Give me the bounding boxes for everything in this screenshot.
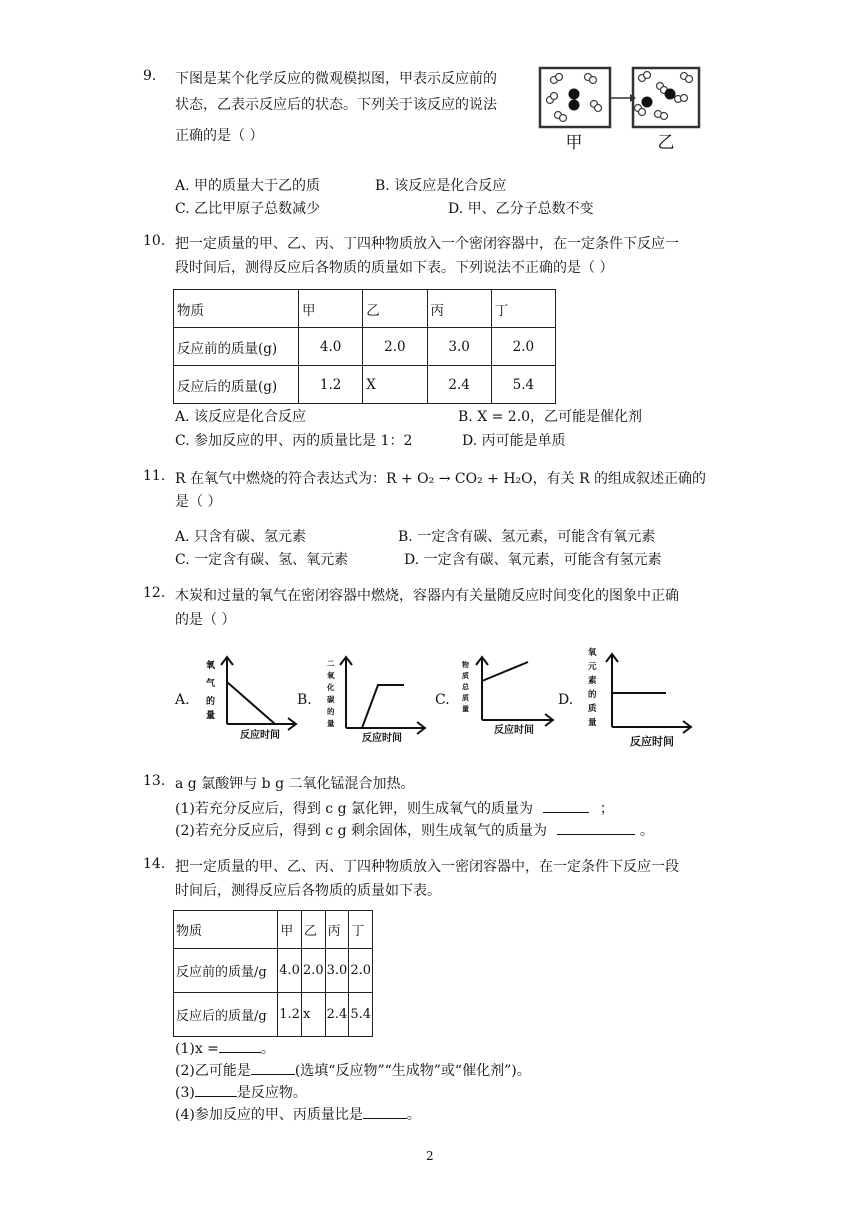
- q10-cell-2-1: 1.2: [299, 366, 363, 404]
- q14-sub1-text: (1)x =: [175, 1041, 219, 1057]
- q10-text-line-2: 段时间后，测得反应后各物质的质量如下表。下列说法不正确的是（ ）: [175, 260, 614, 276]
- q12-graph-b-xlabel: 反应时间: [362, 733, 402, 744]
- q9-option-a: A. 甲的质量大于乙的质: [175, 178, 321, 194]
- q12-graph-a-ylabel-2: 气: [206, 679, 216, 689]
- q9-text-line-3: 正确的是（ ）: [175, 128, 264, 144]
- q14-sub3-end: 是反应物。: [236, 1085, 307, 1101]
- q13-sub2-end: 。: [639, 823, 654, 839]
- q14-sub2-end: (选填“反应物”“生成物”或“催化剂”)。: [294, 1063, 531, 1079]
- q14-cell-2-3: 2.4: [325, 993, 349, 1037]
- q12-graph-d-ylabel-4: 的: [588, 690, 597, 700]
- q12-graph-d: [582, 645, 696, 749]
- q14-subquestion-2: [175, 1060, 531, 1080]
- q14-sub3-text: (3): [175, 1085, 195, 1101]
- q10-cell-0-3: 丙: [427, 290, 491, 328]
- q14-cell-1-2: 2.0: [301, 949, 325, 993]
- q14-mass-table: [173, 910, 373, 1037]
- q12-graph-d-ylabel-2: 元: [588, 662, 597, 672]
- q12-graph-b-ylabel-1: 二: [327, 659, 335, 668]
- q10-cell-2-0: 反应后的质量(g): [174, 366, 299, 404]
- q14-cell-2-1: 1.2: [278, 993, 302, 1037]
- q14-number: 14.: [143, 856, 166, 872]
- q12-graph-d-xlabel: 反应时间: [630, 735, 674, 748]
- q10-option-a: A. 该反应是化合反应: [175, 409, 307, 425]
- q12-graph-c-ylabel-1: 物: [462, 661, 469, 669]
- q12-option-c-letter: C.: [435, 692, 450, 708]
- q12-graph-c-ylabel-3: 总: [462, 683, 469, 691]
- q13-number: 13.: [143, 773, 166, 789]
- q14-cell-2-4: 5.4: [349, 993, 373, 1037]
- q12-graph-b-ylabel-6: 量: [327, 719, 335, 728]
- q12-graph-a-xlabel: 反应时间: [240, 730, 280, 741]
- q9-text-line-2: 状态，乙表示反应后的状态。下列关于该反应的说法: [175, 97, 497, 113]
- q9-label-yi: 乙: [657, 133, 675, 153]
- q12-graph-c: [458, 652, 558, 738]
- q14-cell-0-3: 丙: [325, 911, 349, 949]
- q11-text-line-1: R 在氧气中燃烧的符合表达式为：R + O₂ → CO₂ + H₂O，有关 R 的组成叙述正确的: [175, 471, 707, 487]
- q12-graph-a: [200, 652, 300, 742]
- q14-sub4-end: 。: [406, 1107, 421, 1123]
- q9-option-c: C. 乙比甲原子总数减少: [175, 201, 321, 217]
- q10-cell-1-2: 2.0: [363, 328, 427, 366]
- q9-option-d: D. 甲、乙分子总数不变: [448, 201, 594, 217]
- q10-cell-1-1: 4.0: [299, 328, 363, 366]
- q10-cell-2-2: X: [363, 366, 427, 404]
- q12-text-line-1: 木炭和过量的氧气在密闭容器中燃烧，容器内有关量随反应时间变化的图象中正确: [175, 588, 679, 604]
- q11-text-line-2: 是（ ）: [175, 494, 222, 510]
- q12-graph-b-ylabel-4: 碳: [327, 695, 335, 704]
- q10-cell-1-4: 2.0: [491, 328, 555, 366]
- q12-number: 12.: [143, 585, 166, 601]
- q14-sub4-answer-blank[interactable]: [363, 1105, 407, 1119]
- q11-number: 11.: [143, 468, 166, 484]
- q12-graph-a-ylabel-1: 氧: [206, 661, 216, 671]
- q10-option-d: D. 丙可能是单质: [462, 433, 566, 449]
- q14-subquestion-1: [175, 1038, 275, 1058]
- q10-cell-0-4: 丁: [491, 290, 555, 328]
- q13-subquestion-1: [175, 798, 614, 818]
- q11-option-c: C. 一定含有碳、氢、氧元素: [175, 552, 349, 568]
- q12-text-line-2: 的是（ ）: [175, 612, 236, 628]
- q14-cell-0-2: 乙: [301, 911, 325, 949]
- q12-graph-c-ylabel-5: 量: [462, 705, 469, 713]
- q12-option-b-letter: B.: [297, 692, 312, 708]
- q12-graph-d-ylabel-3: 素: [588, 676, 597, 686]
- q12-graph-c-xlabel: 反应时间: [494, 725, 534, 736]
- q10-cell-0-1: 甲: [299, 290, 363, 328]
- q10-cell-1-0: 反应前的质量(g): [174, 328, 299, 366]
- q10-cell-2-4: 5.4: [491, 366, 555, 404]
- q13-text-line-1: a g 氯酸钾与 b g 二氧化锰混合加热。: [175, 776, 415, 792]
- q10-mass-table: [173, 289, 556, 404]
- q10-option-b: B. X = 2.0，乙可能是催化剂: [458, 409, 643, 425]
- q14-cell-0-4: 丁: [349, 911, 373, 949]
- q14-cell-2-0: 反应后的质量/g: [174, 993, 278, 1037]
- q9-option-b: B. 该反应是化合反应: [375, 178, 507, 194]
- q12-graph-c-ylabel-4: 质: [462, 694, 469, 702]
- q12-graph-b-ylabel-3: 化: [327, 683, 335, 692]
- q14-sub1-end: 。: [260, 1041, 275, 1057]
- q10-cell-0-0: 物质: [174, 290, 299, 328]
- q12-graph-b-ylabel-2: 氧: [327, 671, 335, 680]
- q14-subquestion-3: [175, 1082, 307, 1102]
- q12-option-a-letter: A.: [175, 692, 190, 708]
- q10-option-c: C. 参加反应的甲、丙的质量比是 1：2: [175, 433, 413, 449]
- q12-graph-d-ylabel-5: 质: [588, 704, 597, 714]
- q14-sub1-answer-blank[interactable]: [219, 1039, 261, 1053]
- q14-sub3-answer-blank[interactable]: [195, 1083, 237, 1097]
- q14-cell-0-1: 甲: [278, 911, 302, 949]
- q11-option-b: B. 一定含有碳、氢元素，可能含有氧元素: [398, 529, 656, 545]
- q14-cell-1-1: 4.0: [278, 949, 302, 993]
- q10-cell-1-3: 3.0: [427, 328, 491, 366]
- q14-sub2-answer-blank[interactable]: [251, 1061, 295, 1075]
- q9-number: 9.: [143, 68, 157, 84]
- q13-sub2-answer-blank[interactable]: [557, 821, 635, 835]
- q14-cell-1-0: 反应前的质量/g: [174, 949, 278, 993]
- q14-cell-1-3: 3.0: [325, 949, 349, 993]
- q12-graph-b-ylabel-5: 的: [327, 707, 335, 716]
- q9-label-jia: 甲: [565, 133, 583, 153]
- q14-cell-0-0: 物质: [174, 911, 278, 949]
- q14-cell-2-2: x: [301, 993, 325, 1037]
- q10-cell-2-3: 2.4: [427, 366, 491, 404]
- q12-option-d-letter: D.: [558, 692, 574, 708]
- q10-number: 10.: [143, 233, 166, 249]
- q11-option-a: A. 只含有碳、氢元素: [175, 529, 307, 545]
- q13-sub2-text: (2)若充分反应后，得到 c g 剩余固体，则生成氧气的质量为: [175, 823, 547, 839]
- q12-graph-a-ylabel-4: 量: [206, 711, 216, 721]
- q11-option-d: D. 一定含有碳、氧元素，可能含有氢元素: [404, 552, 662, 568]
- q13-sub1-end: ；: [599, 801, 614, 817]
- q14-sub2-text: (2)乙可能是: [175, 1063, 251, 1079]
- q9-molecule-figure: [538, 64, 704, 154]
- q10-text-line-1: 把一定质量的甲、乙、丙、丁四种物质放入一个密闭容器中，在一定条件下反应一: [175, 236, 679, 252]
- q14-subquestion-4: [175, 1104, 421, 1124]
- q14-sub4-text: (4)参加反应的甲、丙质量比是: [175, 1107, 363, 1123]
- page-number: 2: [426, 1149, 434, 1163]
- q12-graph-d-ylabel-1: 氧: [588, 648, 597, 658]
- q13-sub1-text: (1)若充分反应后，得到 c g 氯化钾，则生成氧气的质量为: [175, 801, 533, 817]
- q12-graph-a-ylabel-3: 的: [206, 697, 216, 707]
- q10-cell-0-2: 乙: [363, 290, 427, 328]
- q14-cell-1-4: 2.0: [349, 949, 373, 993]
- q12-graph-c-ylabel-2: 质: [462, 672, 469, 680]
- q13-subquestion-2: [175, 820, 654, 840]
- q12-graph-d-ylabel-6: 量: [588, 718, 597, 728]
- q13-sub1-answer-blank[interactable]: [543, 799, 589, 813]
- q14-text-line-1: 把一定质量的甲、乙、丙、丁四种物质放入一密闭容器中，在一定条件下反应一段: [175, 859, 679, 875]
- q9-text-line-1: 下图是某个化学反应的微观模拟图，甲表示反应前的: [175, 71, 497, 87]
- q12-graph-b: [322, 652, 432, 744]
- q14-text-line-2: 时间后，测得反应后各物质的质量如下表。: [175, 883, 441, 899]
